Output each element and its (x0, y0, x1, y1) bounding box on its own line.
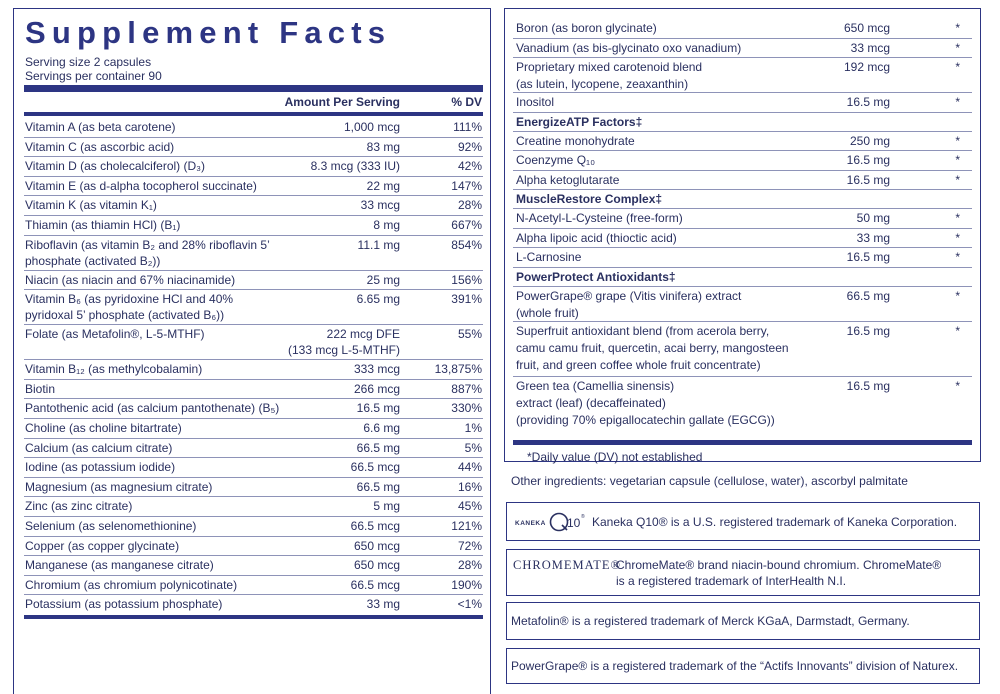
svg-text:10: 10 (567, 516, 581, 530)
nutrient-amount: 6.65 mg (356, 292, 400, 307)
row-divider (24, 176, 483, 177)
ingredient-dv: * (955, 288, 960, 303)
ingredient-amount: 16.5 mg (846, 172, 890, 187)
nutrient-dv: 55% (457, 327, 482, 342)
row-divider (24, 379, 483, 380)
nutrient-amount: 66.5 mg (356, 479, 400, 494)
nutrient-name-cont: phosphate (activated B₂)) (25, 253, 161, 268)
nutrient-name: Pantothenic acid (as calcium pantothenate) (B₅) (25, 401, 280, 416)
nutrient-amount: 333 mcg (353, 362, 400, 377)
row-divider (24, 516, 483, 517)
chromemate-trademark-box (506, 549, 980, 596)
nutrient-name: Vitamin K (as vitamin K₁) (25, 198, 157, 213)
nutrient-amount: 1,000 mcg (343, 120, 400, 134)
nutrient-amount: 33 mg (366, 597, 400, 612)
nutrient-amount: 650 mcg (353, 538, 400, 553)
row-divider (513, 170, 972, 171)
nutrient-dv: 190% (451, 577, 482, 592)
nutrient-amount: 8.3 mcg (333 IU) (310, 159, 400, 174)
row-divider (24, 156, 483, 157)
nutrient-amount: 11.1 mg (357, 237, 400, 252)
nutrient-dv: 45% (457, 499, 482, 514)
nutrient-name: Iodine (as potassium iodide) (25, 460, 176, 475)
nutrient-dv: 854% (451, 237, 482, 252)
row-divider (24, 477, 483, 478)
chromemate-trademark-text-2: is a registered trademark of InterHealth N.I. (616, 574, 847, 588)
serving-size: Serving size 2 capsules (25, 55, 152, 69)
row-divider (24, 536, 483, 537)
ingredient-dv: * (955, 95, 960, 109)
nutrient-name: Vitamin A (as beta carotene) (25, 120, 176, 134)
metafolin-trademark-box (506, 602, 980, 640)
ingredient-amount: 192 mcg (843, 60, 890, 74)
section-heading: EnergizeATP Factors‡ (516, 114, 643, 129)
row-divider (513, 208, 972, 209)
nutrient-amount-cont: (133 mcg L-5-MTHF) (287, 343, 400, 358)
nutrient-dv: <1% (457, 597, 482, 612)
row-divider (513, 131, 972, 132)
row-divider (513, 150, 972, 151)
row-divider (513, 92, 972, 93)
kaneka-trademark-text: Kaneka Q10® is a U.S. registered trademark of Kaneka Corporation. (592, 515, 958, 529)
nutrient-dv: 28% (457, 198, 482, 213)
row-divider (513, 321, 972, 322)
nutrient-dv: 92% (457, 139, 482, 154)
powergrape-trademark-text: PowerGrape® is a registered trademark of the “Actifs Innovants” division of Naturex. (511, 659, 959, 673)
nutrient-name: Vitamin B₆ (as pyridoxine HCl and 40% (25, 292, 234, 307)
nutrient-name: Thiamin (as thiamin HCl) (B₁) (25, 218, 181, 232)
ingredient-name: Alpha ketoglutarate (516, 172, 620, 187)
ingredient-name: L-Carnosine (516, 250, 582, 264)
row-divider (513, 267, 972, 268)
ingredient-dv: * (955, 21, 960, 35)
ingredient-dv: * (955, 378, 960, 393)
ingredient-dv: * (955, 211, 960, 225)
metafolin-trademark-text: Metafolin® is a registered trademark of Merck KGaA, Darmstadt, Germany. (511, 614, 910, 628)
nutrient-name: Vitamin C (as ascorbic acid) (25, 139, 175, 154)
nutrient-dv: 13,875% (434, 362, 482, 377)
row-divider (513, 112, 972, 113)
ingredient-name: Vanadium (as bis-glycinato oxo vanadium) (516, 40, 742, 55)
row-divider (513, 38, 972, 39)
amount-header: Amount Per Serving (284, 95, 400, 109)
nutrient-dv: 887% (451, 381, 482, 396)
left-bottom-rule (24, 615, 483, 619)
section-heading: PowerProtect Antioxidants‡ (516, 269, 676, 284)
ingredient-name: Proprietary mixed carotenoid blend (516, 60, 703, 74)
row-divider (24, 438, 483, 439)
ingredient-name-cont: extract (leaf) (decaffeinated) (516, 395, 666, 410)
section-heading: MuscleRestore Complex‡ (516, 192, 663, 206)
nutrient-name: Folate (as Metafolin®, L-5-MTHF) (25, 327, 205, 342)
dv-footnote: *Daily value (DV) not established (527, 450, 703, 464)
row-divider (24, 575, 483, 576)
nutrient-dv: 5% (464, 440, 482, 455)
nutrient-amount: 8 mg (373, 218, 400, 232)
ingredient-amount: 66.5 mg (846, 288, 890, 303)
nutrient-dv: 330% (451, 401, 482, 416)
nutrient-name: Zinc (as zinc citrate) (25, 499, 133, 514)
nutrient-name: Biotin (25, 381, 56, 396)
nutrient-dv: 42% (457, 159, 482, 174)
ingredient-amount: 250 mg (849, 133, 890, 148)
nutrient-dv: 16% (457, 479, 482, 494)
svg-text:®: ® (581, 514, 585, 520)
ingredient-dv: * (955, 323, 960, 338)
other-ingredients: Other ingredients: vegetarian capsule (cellulose, water), ascorbyl palmitate (511, 474, 908, 488)
nutrient-name: Selenium (as selenomethionine) (25, 519, 197, 533)
nutrient-dv: 147% (451, 178, 482, 193)
nutrient-dv: 121% (451, 519, 482, 533)
nutrient-dv: 391% (451, 292, 482, 307)
servings-per-container: Servings per container 90 (25, 69, 162, 83)
nutrient-amount: 66.5 mcg (350, 460, 400, 475)
row-divider (24, 359, 483, 360)
nutrient-name: Vitamin B₁₂ (as methylcobalamin) (25, 362, 203, 377)
ingredient-name-cont: (providing 70% epigallocatechin gallate (EGCG)) (516, 412, 775, 427)
ingredient-amount: 16.5 mg (846, 95, 890, 109)
nutrient-amount: 650 mcg (353, 558, 400, 573)
row-divider (24, 418, 483, 419)
nutrient-dv: 156% (451, 272, 482, 287)
ingredient-amount: 33 mg (856, 230, 890, 245)
ingredient-amount: 50 mg (856, 211, 890, 225)
nutrient-amount: 66.5 mcg (350, 519, 400, 533)
ingredient-amount: 16.5 mg (846, 378, 890, 393)
row-divider (24, 324, 483, 325)
row-divider (513, 228, 972, 229)
row-divider (513, 189, 972, 190)
chromemate-trademark-text-1: ChromeMate® brand niacin-bound chromium. ChromeMate® (616, 558, 942, 572)
row-divider (24, 398, 483, 399)
nutrient-amount: 83 mg (366, 139, 400, 154)
ingredient-dv: * (955, 153, 960, 167)
ingredient-amount: 16.5 mg (846, 250, 890, 264)
nutrient-amount: 266 mcg (353, 381, 400, 396)
row-divider (24, 594, 483, 595)
ingredient-name: Boron (as boron glycinate) (516, 21, 657, 35)
chromemate-logo: CHROMEMATE® (513, 558, 622, 572)
ingredient-name: Green tea (Camellia sinensis) (516, 378, 675, 393)
nutrient-amount: 222 mcg DFE (326, 327, 400, 342)
nutrient-name: Niacin (as niacin and 67% niacinamide) (25, 272, 236, 287)
row-divider (513, 57, 972, 58)
ingredient-name-cont: (as lutein, lycopene, zeaxanthin) (516, 77, 689, 91)
nutrient-dv: 44% (457, 460, 482, 475)
dv-header: % DV (451, 95, 482, 109)
row-divider (513, 247, 972, 248)
nutrient-dv: 72% (457, 538, 482, 553)
nutrient-amount: 16.5 mg (356, 401, 400, 416)
row-divider (24, 195, 483, 196)
nutrient-amount: 33 mcg (360, 198, 400, 213)
row-divider (24, 289, 483, 290)
nutrient-name: Vitamin D (as cholecalciferol) (D₃) (25, 159, 206, 174)
nutrient-amount: 6.6 mg (363, 421, 400, 435)
ingredient-dv: * (955, 172, 960, 187)
nutrient-name: Vitamin E (as d-alpha tocopherol succinate) (25, 178, 257, 193)
ingredient-name: PowerGrape® grape (Vitis vinifera) extract (516, 288, 742, 303)
nutrient-dv: 28% (457, 558, 482, 573)
ingredient-amount: 650 mcg (843, 21, 890, 35)
ingredient-name: N-Acetyl-L-Cysteine (free-form) (516, 211, 683, 225)
header-bottom-rule (24, 112, 483, 116)
ingredient-name: Coenzyme Q₁₀ (516, 153, 596, 167)
nutrient-name: Choline (as choline bitartrate) (25, 421, 182, 435)
nutrient-name: Magnesium (as magnesium citrate) (25, 479, 213, 494)
ingredient-amount: 16.5 mg (846, 323, 890, 338)
ingredient-name-cont: camu camu fruit, quercetin, acai berry, mangosteen (516, 340, 789, 355)
ingredient-name: Creatine monohydrate (516, 133, 635, 148)
ingredient-amount: 16.5 mg (846, 153, 890, 167)
row-divider (513, 376, 972, 377)
right-footer-rule (513, 440, 972, 445)
row-divider (24, 235, 483, 236)
nutrient-amount: 66.5 mcg (350, 577, 400, 592)
nutrient-amount: 5 mg (373, 499, 400, 514)
row-divider (24, 215, 483, 216)
nutrient-name: Chromium (as chromium polynicotinate) (25, 577, 238, 592)
ingredient-dv: * (955, 40, 960, 55)
powergrape-trademark-box (506, 648, 980, 684)
nutrient-amount: 22 mg (366, 178, 400, 193)
row-divider (24, 270, 483, 271)
nutrient-name: Calcium (as calcium citrate) (25, 440, 173, 455)
ingredient-name-cont: fruit, and green coffee whole fruit concentrate) (516, 357, 761, 372)
row-divider (24, 137, 483, 138)
row-divider (24, 457, 483, 458)
nutrient-name: Riboflavin (as vitamin B₂ and 28% riboflavin 5’ (25, 237, 270, 252)
header-rule (24, 85, 483, 92)
ingredient-name: Superfruit antioxidant blend (from acerola berry, (516, 323, 770, 338)
nutrient-amount: 25 mg (366, 272, 400, 287)
nutrient-name: Potassium (as potassium phosphate) (25, 597, 223, 612)
ingredient-dv: * (955, 60, 960, 74)
row-divider (513, 286, 972, 287)
ingredient-amount: 33 mcg (850, 40, 890, 55)
ingredient-name: Alpha lipoic acid (thioctic acid) (516, 230, 677, 245)
row-divider (24, 555, 483, 556)
row-divider (24, 496, 483, 497)
ingredient-name-cont: (whole fruit) (516, 305, 579, 320)
panel-title: Supplement Facts (25, 15, 392, 50)
kaneka-q10-logo (513, 510, 589, 534)
ingredient-dv: * (955, 250, 960, 264)
nutrient-name-cont: pyridoxal 5’ phosphate (activated B₆)) (25, 308, 225, 323)
nutrient-amount: 66.5 mg (356, 440, 400, 455)
nutrient-dv: 667% (451, 218, 482, 232)
svg-text:KANEKA: KANEKA (515, 520, 546, 527)
ingredient-dv: * (955, 230, 960, 245)
ingredient-name: Inositol (516, 95, 555, 109)
nutrient-name: Manganese (as manganese citrate) (25, 558, 214, 573)
nutrient-dv: 1% (464, 421, 482, 435)
nutrient-dv: 111% (453, 120, 482, 134)
nutrient-name: Copper (as copper glycinate) (25, 538, 180, 553)
kaneka-trademark-box (506, 502, 980, 541)
ingredient-dv: * (955, 133, 960, 148)
